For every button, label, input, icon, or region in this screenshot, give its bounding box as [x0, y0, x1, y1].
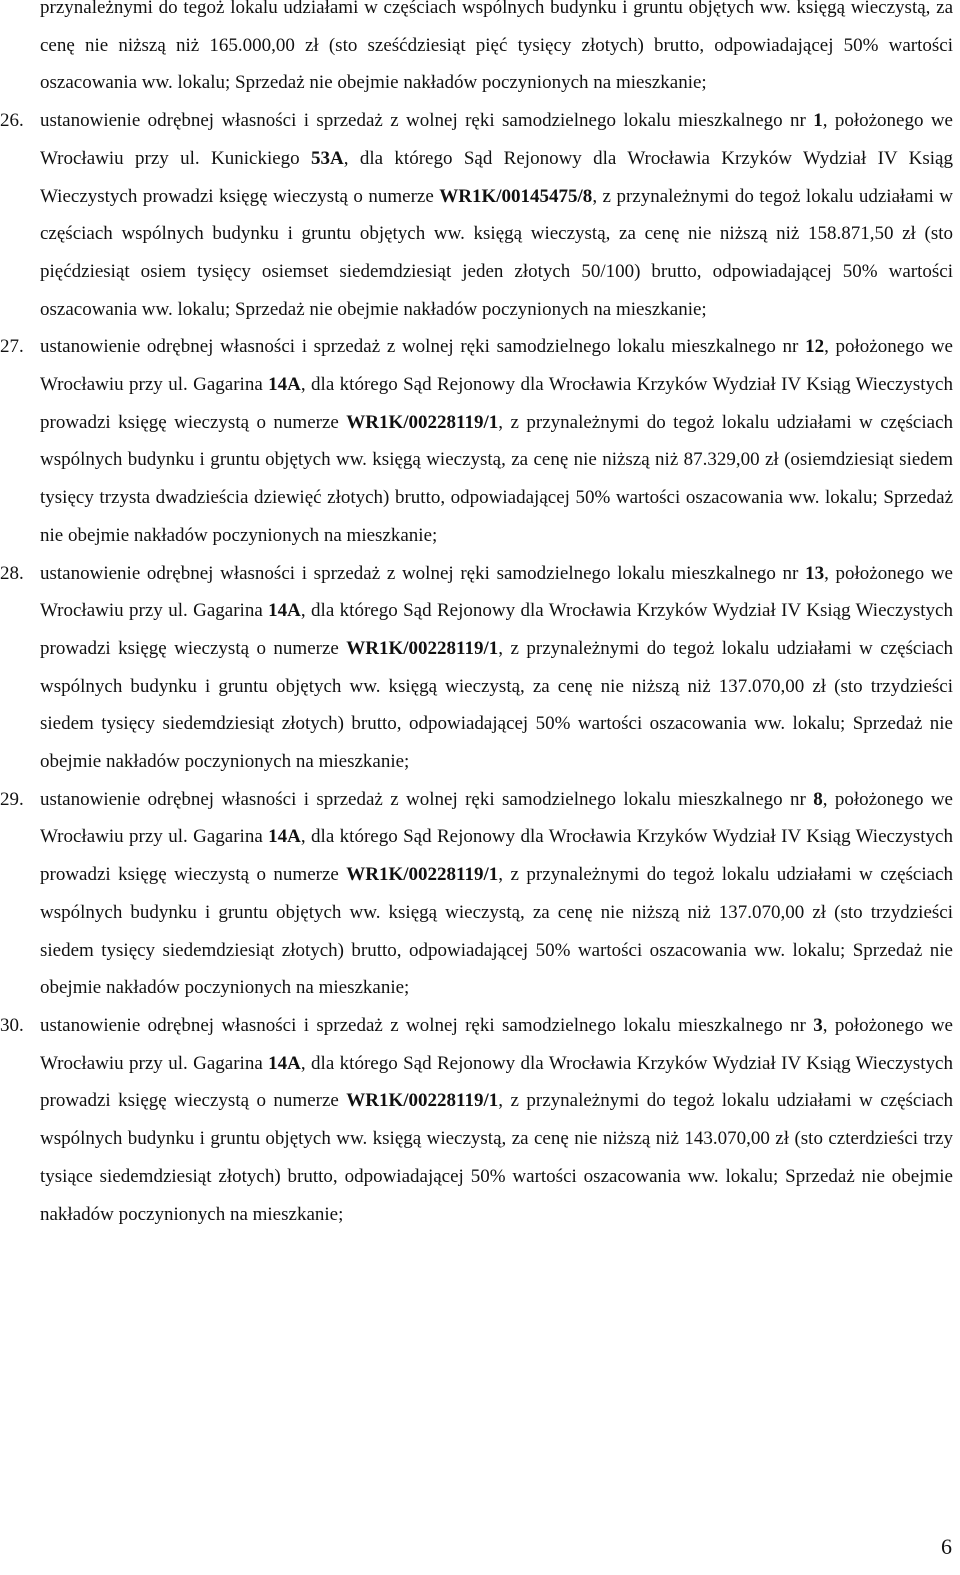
list-item-27: [0, 328, 953, 554]
list-item-29: [0, 781, 953, 1007]
item-number: 26.: [0, 110, 24, 132]
item-location: , położonego we Wrocławiu przy ul. Gagarina: [40, 1014, 953, 1074]
land-register-number: WR1K/00228119/1: [346, 864, 499, 886]
list-item-30: [0, 1007, 953, 1233]
item-number: 29.: [0, 788, 24, 810]
item-court: , dla którego Sąd Rejonowy dla Wrocławia Krzyków Wydział IV Ksiąg Wieczystych prowadzi księgę wieczystą o numerze: [40, 600, 953, 659]
item-terms: , z przynależnymi do tegoż lokalu udziałami w częściach wspólnych budynku i gruntu objętych ww. księgą wieczystą, za cenę nie niższą niż 87.329,00 zł (osiemdziesiąt siedem tysięcy trzysta dwadzieścia dziewięć złotych) brutto, odpowiadającej 50% wartości oszacowania ww. lokalu; Sprzedaż nie obejmie nakładów poczynionych na mieszkanie;: [40, 411, 953, 546]
continued-line: na mieszkanie;: [593, 72, 707, 94]
unit-number: 1: [813, 110, 823, 132]
continued-paragraph: [40, 0, 953, 102]
unit-number: 13: [805, 562, 825, 584]
item-location: , położonego we Wrocławiu przy ul. Gagarina: [40, 788, 953, 848]
land-register-number: WR1K/00228119/1: [346, 1090, 499, 1112]
item-terms: , z przynależnymi do tegoż lokalu udziałami w częściach wspólnych budynku i gruntu objętych ww. księgą wieczystą, za cenę nie niższą niż 143.070,00 zł (sto czterdzieści trzy tysiące siedemdziesiąt złotych) brutto, odpowiadającej 50% wartości oszacowania ww. lokalu; Sprzedaż nie obejmie nakładów poczynionych na mieszkanie;: [40, 1090, 953, 1225]
unit-number: 8: [813, 788, 823, 810]
street-number: 53A: [311, 147, 344, 169]
item-paragraph: [40, 1007, 953, 1233]
item-number: 27.: [0, 336, 24, 358]
unit-number: 3: [813, 1014, 823, 1036]
street-number: 14A: [268, 1052, 301, 1074]
item-paragraph: [40, 781, 953, 1007]
continued-line: odpowiadającej 50% wartości oszacowania ww. lokalu; Sprzedaż nie obejmie nakładów poczynionych: [40, 34, 954, 94]
item-court: , dla którego Sąd Rejonowy dla Wrocławia Krzyków Wydział IV Ksiąg Wieczystych prowadzi księgę wieczystą o numerze: [40, 1052, 953, 1112]
item-number: 30.: [0, 1014, 24, 1036]
item-paragraph: [40, 102, 953, 328]
land-register-number: WR1K/00145475/8: [439, 185, 593, 207]
item-paragraph: [40, 328, 953, 554]
item-location: , położonego we Wrocławiu przy ul. Gagarina: [40, 562, 953, 622]
item-intro: ustanowienie odrębnej własności i sprzedaż z wolnej ręki samodzielnego lokalu mieszkalnego nr: [40, 336, 806, 358]
street-number: 14A: [268, 374, 301, 396]
unit-number: 12: [805, 336, 825, 358]
continued-line: księgą wieczystą, za cenę nie niższą niż 165.000,00 zł (sto sześćdziesiąt pięć tysięcy złotych) brutto,: [40, 0, 953, 56]
item-intro: ustanowienie odrębnej własności i sprzedaż z wolnej ręki samodzielnego lokalu mieszkalnego nr: [40, 1014, 814, 1036]
item-paragraph: [40, 555, 953, 781]
street-number: 14A: [268, 826, 301, 848]
land-register-number: WR1K/00228119/1: [346, 637, 499, 659]
item-terms: , z przynależnymi do tegoż lokalu udziałami w częściach wspólnych budynku i gruntu objętych ww. księgą wieczystą, za cenę nie niższą niż 158.871,50 zł (sto pięćdziesiąt osiem tysięcy osiemset siedemdziesiąt jeden złotych 50/100) brutto, odpowiadającej 50% wartości oszacowania ww. lokalu; Sprzedaż nie obejmie nakładów poczynionych na mieszkanie;: [40, 185, 953, 320]
item-number: 28.: [0, 562, 24, 584]
list-item-28: [0, 555, 953, 781]
item-intro: ustanowienie odrębnej własności i sprzedaż z wolnej ręki samodzielnego lokalu mieszkalnego nr: [40, 562, 806, 584]
item-court: , dla którego Sąd Rejonowy dla Wrocławia Krzyków Wydział IV Ksiąg Wieczystych prowadzi księgę wieczystą o numerze: [40, 147, 953, 207]
item-intro: ustanowienie odrębnej własności i sprzedaż z wolnej ręki samodzielnego lokalu mieszkalnego nr: [40, 788, 814, 810]
list-item-26: [0, 102, 953, 328]
item-court: , dla którego Sąd Rejonowy dla Wrocławia Krzyków Wydział IV Ksiąg Wieczystych prowadzi księgę wieczystą o numerze: [40, 374, 953, 433]
item-terms: , z przynależnymi do tegoż lokalu udziałami w częściach wspólnych budynku i gruntu objętych ww. księgą wieczystą, za cenę nie niższą niż 137.070,00 zł (sto trzydzieści siedem tysięcy siedemdziesiąt złotych) brutto, odpowiadającej 50% wartości oszacowania ww. lokalu; Sprzedaż nie obejmie nakładów poczynionych na mieszkanie;: [40, 637, 953, 773]
item-court: , dla którego Sąd Rejonowy dla Wrocławia Krzyków Wydział IV Ksiąg Wieczystych prowadzi księgę wieczystą o numerze: [40, 826, 953, 886]
item-intro: ustanowienie odrębnej własności i sprzedaż z wolnej ręki samodzielnego lokalu mieszkalnego nr: [40, 110, 814, 132]
item-location: , położonego we Wrocławiu przy ul. Kunickiego: [40, 110, 953, 169]
item-location: , położonego we Wrocławiu przy ul. Gagarina: [40, 336, 953, 396]
land-register-number: WR1K/00228119/1: [346, 411, 499, 433]
page-number: 6: [941, 1534, 952, 1559]
continued-line: przynależnymi do tegoż lokalu udziałami w częściach wspólnych budynku i gruntu objętych ww.: [40, 0, 791, 18]
item-terms: , z przynależnymi do tegoż lokalu udziałami w częściach wspólnych budynku i gruntu objętych ww. księgą wieczystą, za cenę nie niższą niż 137.070,00 zł (sto trzydzieści siedem tysięcy siedemdziesiąt złotych) brutto, odpowiadającej 50% wartości oszacowania ww. lokalu; Sprzedaż nie obejmie nakładów poczynionych na mieszkanie;: [40, 864, 953, 999]
street-number: 14A: [268, 600, 301, 622]
continued-list-item: [40, 0, 953, 102]
